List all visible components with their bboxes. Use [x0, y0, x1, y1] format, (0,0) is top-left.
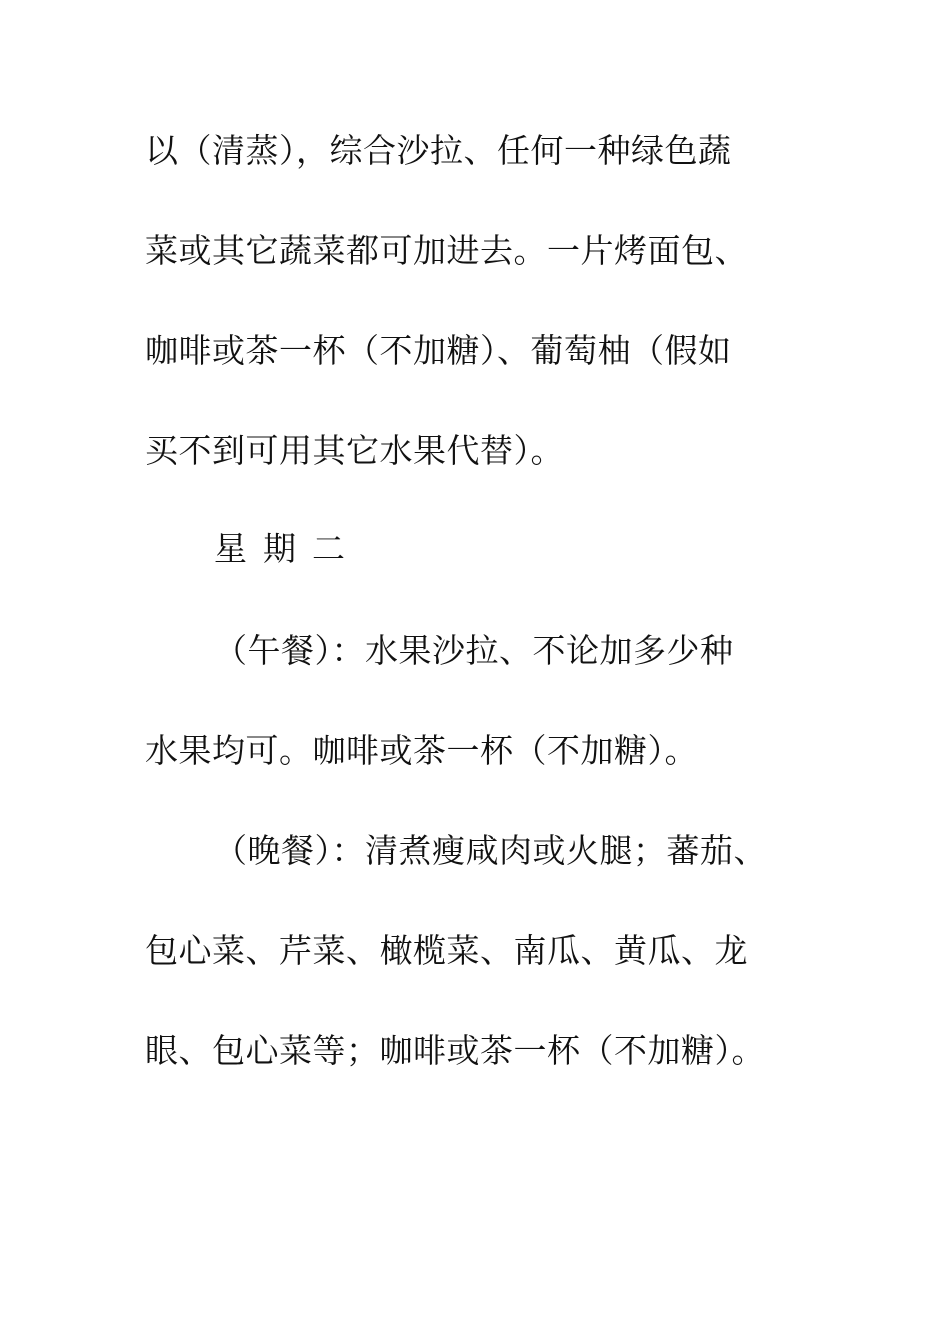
paragraph-line: 包心菜、芹菜、橄榄菜、南瓜、黄瓜、龙: [145, 931, 748, 970]
section-heading: [214, 529, 361, 569]
heading-char: 星: [214, 529, 247, 568]
paragraph-line: （午餐）：水果沙拉、不论加多少种: [214, 631, 734, 670]
heading-char: 期: [263, 529, 296, 568]
paragraph-line: （晚餐）：清煮瘦咸肉或火腿；蕃茄、: [214, 831, 767, 870]
paragraph-line: 眼、包心菜等；咖啡或茶一杯（不加糖）。: [145, 1031, 765, 1070]
paragraph-line: 水果均可。咖啡或茶一杯（不加糖）。: [145, 731, 698, 770]
paragraph-line: 买不到可用其它水果代替）。: [145, 431, 564, 470]
heading-char: 二: [312, 529, 345, 568]
paragraph-line: 咖啡或茶一杯（不加糖）、葡萄柚（假如: [145, 331, 732, 370]
paragraph-line: 菜或其它蔬菜都可加进去。一片烤面包、: [145, 231, 748, 270]
paragraph-line: 以（清蒸），综合沙拉、任何一种绿色蔬: [145, 131, 732, 170]
